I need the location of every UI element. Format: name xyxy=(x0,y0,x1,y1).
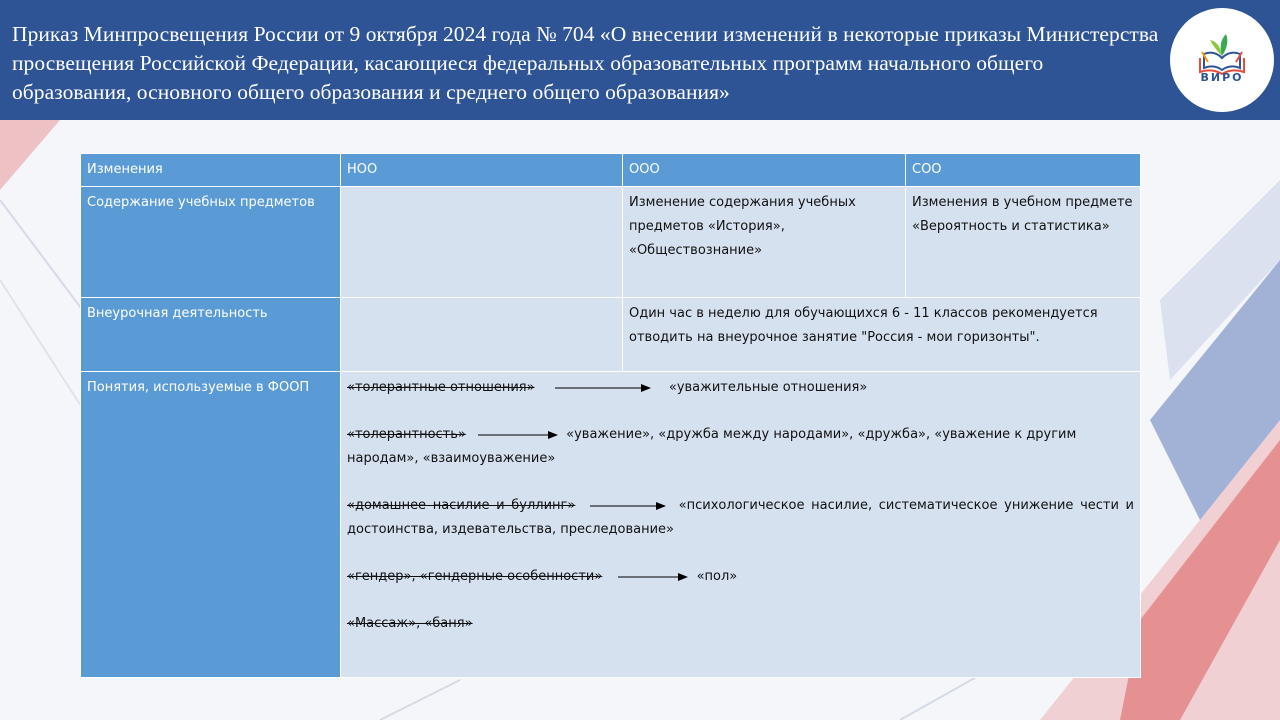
concept-item xyxy=(347,423,1134,471)
arrow-right-icon xyxy=(555,383,651,393)
viro-logo xyxy=(1170,8,1274,112)
concept-old: «гендер», «гендерные особенности» xyxy=(347,569,603,584)
arrow-right-icon xyxy=(618,572,688,582)
concept-item xyxy=(347,494,1134,542)
row-label-content: Содержание учебных предметов xyxy=(81,187,341,298)
table-row-content xyxy=(81,187,1141,298)
concept-new: «психологическое насилие, систематическое унижение чести и достоинства, издевательства, преследование» xyxy=(347,498,1135,537)
cell-content-ooo: Изменение содержания учебных предметов «История», «Обществознание» xyxy=(623,187,906,298)
arrow-right-icon xyxy=(590,501,666,511)
cell-content-noo xyxy=(341,187,623,298)
row-label-concepts: Понятия, используемые в ФООП xyxy=(81,372,341,678)
concept-old: «домашнее насилие и буллинг» xyxy=(347,498,576,513)
slide-header xyxy=(0,0,1280,120)
header-cell-ooo: ООО xyxy=(623,154,906,187)
logo-text: ВИРО xyxy=(1200,71,1244,84)
cell-extracurricular-noo xyxy=(341,298,623,372)
row-label-extracurricular: Внеурочная деятельность xyxy=(81,298,341,372)
concept-new: «уважение», «дружба между народами», «дружба», «уважение к другим народам», «взаимоуважение» xyxy=(347,427,1077,466)
concept-item xyxy=(347,376,1134,400)
book-sprout-icon xyxy=(1170,8,1274,112)
concept-item xyxy=(347,565,1134,589)
header-cell-changes: Изменения xyxy=(81,154,341,187)
concept-old: «толерантность» xyxy=(347,427,466,442)
table-header-row xyxy=(81,154,1141,187)
arrow-right-icon xyxy=(478,430,558,440)
header-cell-soo: СОО xyxy=(906,154,1141,187)
concept-new: «уважительные отношения» xyxy=(668,380,868,395)
table-row-concepts xyxy=(81,372,1141,678)
table-row-extracurricular xyxy=(81,298,1141,372)
cell-concepts xyxy=(341,372,1141,678)
concept-old: «толерантные отношения» xyxy=(347,380,535,395)
concept-old: «Массаж», «баня» xyxy=(347,616,473,631)
concept-new: «пол» xyxy=(696,569,738,584)
changes-table xyxy=(80,153,1141,678)
header-cell-noo: НОО xyxy=(341,154,623,187)
cell-content-soo: Изменения в учебном предмете «Вероятность и статистика» xyxy=(906,187,1141,298)
concept-item xyxy=(347,612,1134,636)
slide-title: Приказ Минпросвещения России от 9 октября 2024 года № 704 «О внесении изменений в некоторые приказы Министерства просвещения Российской Федерации, касающиеся федеральных образовательных программ начального общего образования, основного общего образования и среднего общего образования» xyxy=(12,22,1159,104)
cell-extracurricular-text: Один час в неделю для обучающихся 6 - 11 классов рекомендуется отводить на внеурочное занятие "Россия - мои горизонты". xyxy=(623,298,1141,372)
